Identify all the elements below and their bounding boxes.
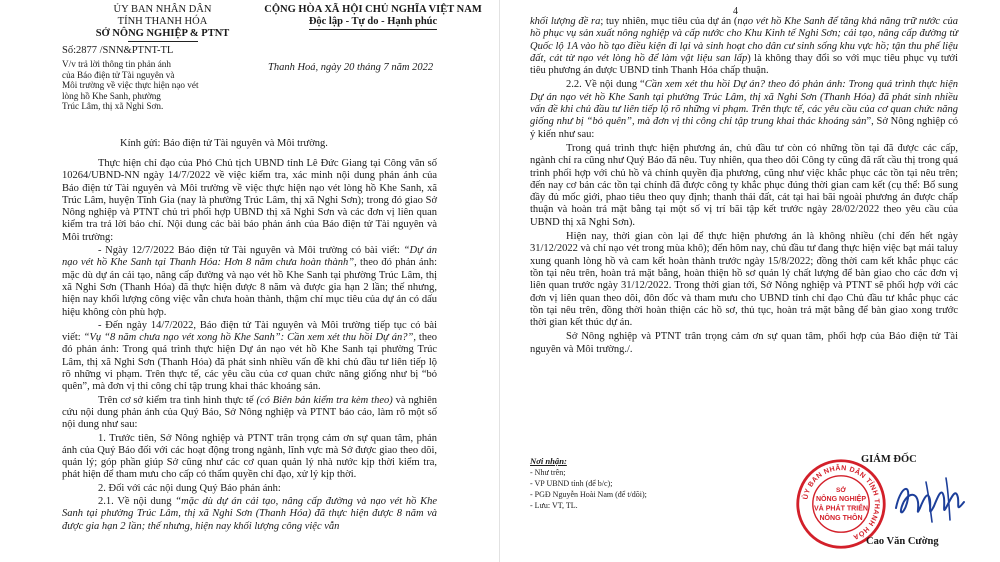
text-run: , theo đó phản ánh: mặc dù dự án cải tạo, nâng cấp đường và nạo vét hồ Khe Sanh tại phường Trúc Lâm, thị xã Nghi Sơn (Thanh Hóa) đã thực hiện được 8 năm và được gia hạn 2 lần; thế nhưng, hiện nay khối lượng công việc vẫn chưa hoàn thành, thậm chí mục tiêu của dự án có dấu hiệu không còn phù hợp. (62, 257, 437, 318)
paragraph: Thực hiện chỉ đạo của Phó Chủ tịch UBND tỉnh Lê Đức Giang tại Công văn số 10264/UBND-NN ngày 14/7/2022 về việc kiểm tra, xác minh nội dung phản ánh của Báo điện tử Tài nguyên và Môi trường về việc thực hiện nạo vét lòng hồ Khe Sanh, xã Trúc Lâm, huyện Tĩnh Gia (nay là phường Trúc Lâm, thị xã Nghi Sơn); trong đó giao Sở Nông nghiệp và PTNT chủ trì phối hợp UBND thị xã Nghi Sơn và các đơn vị liên quan kiểm tra trả lời báo chí. Nội dung các bài báo phản ánh của Báo điện tử Tài nguyên và Môi trường: (62, 158, 437, 243)
recipient-item: - Lưu: VT, TL. (530, 501, 578, 510)
paragraph (62, 245, 437, 319)
subject-line: Môi trường về việc thực hiện nạo vét (62, 80, 199, 91)
recipients-block (530, 456, 647, 511)
handwritten-signature-icon (886, 468, 976, 532)
text-run: 2.1. Về nội dung (98, 496, 176, 508)
seal-center-line: SỞ (836, 486, 846, 494)
paragraph: Trong quá trình thực hiện phương án, chủ đầu tư còn có những tồn tại đã được các cấp, ngành chỉ ra cũng như Quý Báo đã nêu. Tuy nhiên, qua theo dõi Công ty cũng đã rất cầu thị trong quá trình phối hợp với chủ hồ và chính quyền địa phương, cũng như việc khắc phục các tồn tại nêu trên; đến nay cơ bản các tồn tại chính đã được công ty khắc phục đúng thời gian cam kết (cụ thể: Bổ sung đầy đủ mốc giới, phao tiêu theo quy định; thanh thải đất, cát tại hai bãi ngoài phương án được chấp thuận và hoàn trả mặt bằng tại một số vị trí bãi tập kết trước ngày 28/02/2022 theo yêu cầu của UBND thị xã Nghi Sơn). (530, 142, 958, 228)
article-title: “Dự án nạo vét hồ Khe Sanh tại Thanh Hóa: Hơn 8 năm chưa hoàn thành” (62, 245, 438, 269)
paragraph: 1. Trước tiên, Sở Nông nghiệp và PTNT trân trọng cảm ơn sự quan tâm, phản ánh của Quý Báo đối với các hoạt động trong ngành, lĩnh vực mà Sở được giao theo dõi, quản lý; góp phần giúp Sở cũng như các cơ quan quản lý nhà nước kịp thời kiểm tra, phát hiện để tham mưu cho cấp có thẩm quyền chỉ đạo, xử lý kịp thời. (62, 432, 437, 481)
article-title: “Vụ “8 năm chưa nạo vét xong hồ Khe Sanh”: Cần xem xét thu hồi Dự án?” (83, 332, 414, 344)
subject-line: lòng hồ Khe Sanh, phường (62, 90, 161, 101)
subject-line: Trúc Lâm, thị xã Nghi Sơn. (62, 101, 164, 112)
agency-underline (128, 41, 198, 42)
recipient-item: - Như trên; (530, 468, 566, 477)
seal-center-line: NÔNG THÔN (819, 514, 863, 522)
quoted-content: “mặc dù dự án cải tạo, nâng cấp đường và nạo vét hồ Khe Sanh tại phường Trúc Lâm, thị xã Nghi Sơn (Thanh Hóa) đã thực hiện được 8 năm và được gia hạn 2 lần; thế nhưng, hiện nay khối lượng công việc vẫn (62, 496, 437, 532)
text-run: và nghiên cứu nội dung phản ánh của Quý Báo, Sở Nông nghiệp và PTNT báo cáo, làm rõ một số nội dung như sau: (62, 394, 437, 431)
quoted-content: Cần xem xét thu hồi Dự án? theo đó phản ánh: Trong quá trình thực hiện Dự án nạo vét hồ Khe Sanh tại phường Trúc Lâm, thị xã Nghi Sơn (Thanh Hóa) đã phát sinh nhiều vấn đề khi chủ đầu tư liên tiếp lộ rõ những vi phạm. Trên thực tế, các yêu cầu của cơ quan chức năng giống như bị “bỏ quên”, mà đơn vị thi công chỉ tập trung khai thác khoáng sản (530, 79, 959, 128)
issuing-agency-block (80, 4, 245, 44)
text-run: ; tuy nhiên, mục tiêu của dự án ( (600, 16, 738, 27)
recipient-item: - PGĐ Nguyễn Hoài Nam (để t/dõi); (530, 490, 647, 499)
seal-center-line: NÔNG NGHIỆP (815, 496, 867, 504)
document-page-right (500, 0, 1000, 562)
motto-underline (309, 29, 437, 30)
addressee: Kính gửi: Báo điện tử Tài nguyên và Môi trường. (120, 138, 328, 149)
national-motto-block (248, 4, 498, 30)
paragraph: Sở Nông nghiệp và PTNT trân trọng cảm ơn sự quan tâm, phối hợp của Báo điện tử Tài nguyên và Môi trường./. (530, 331, 958, 355)
text-run: , theo đó phản ánh: Trong quá trình thực hiện Dự án nạo vét hồ Khe Sanh tại phường Trúc Lâm, thị xã Nghi Sơn (Thanh Hóa) đã phát sinh nhiều vấn đề khi chủ đầu tư liên tiếp lộ rõ những vi phạm. Trên thực tế, các yêu cầu của cơ quan chức năng giống như bị “bỏ quên”, mà đơn vị thi công chỉ tập trung khai thác khoáng sản. (62, 332, 438, 393)
subject-line: V/v trả lời thông tin phản ánh (62, 59, 171, 69)
paragraph (530, 79, 958, 140)
attachment-note: (có Biên bản kiểm tra kèm theo) (256, 394, 393, 406)
subject-line: của Báo điện tử Tài nguyên và (62, 69, 175, 80)
paragraph (62, 395, 437, 432)
text-run: - Đến ngày 14/7/2022, Báo điện tử Tài nguyên và Môi trường tiếp tục có bài viết: (62, 319, 437, 344)
paragraph (530, 16, 958, 77)
paragraph: Hiện nay, thời gian còn lại để thực hiện phương án là không nhiều (chỉ đến hết ngày 31/12/2022 và chỉ nạo vét trong mùa khô); đến hôm nay, chủ đầu tư đang thực hiện việc bạt mái taluy xung quanh lòng hồ và cam kết hoàn thành trước ngày 15/8/2022; đồng thời cam kết khắc phục các tồn tại nêu trên, hoàn trả mặt bằng, hoàn thiện hồ sơ quản lý chất lượng để bàn giao cho các đơn vị liên quan trước ngày 31/12/2022. Trong thời gian tới, Sở Nông nghiệp và PTNT sẽ phối hợp với các đơn vị liên quan theo dõi, đôn đốc và tham mưu cho UBND tỉnh chỉ đạo Chủ đầu tư khắc phục các tồn tại nêu trên, đồng thời hoàn thiện các hồ sơ, thủ tục, hoàn trả mặt bằng để bàn giao xong trước thời gian kết thúc dự án. (530, 231, 958, 329)
document-date: Thanh Hoá, ngày 20 tháng 7 năm 2022 (268, 62, 434, 73)
project-objective: nạo vét hồ Khe Sanh để tăng khả năng trữ nước của hồ phục vụ sản xuất nông nghiệp và cấp nước cho Khu Kinh tế Nghi Sơn; cải tạo, nâng cấp đường từ Quốc lộ 1A vào hồ tạo điều kiện đi lại và sinh hoạt cho dân cư sinh sống khu vực hồ; tận thu phế liệu đất, cát từ nạo vét lòng hồ để làm vật liệu san lấp (530, 16, 958, 64)
agency-line-1: ỦY BAN NHÂN DÂN (113, 4, 212, 15)
page-number: 4 (733, 6, 738, 17)
document-body-left (62, 158, 437, 534)
department-name: SỞ NÔNG NGHIỆP & PTNT (95, 28, 230, 39)
text-run: - Ngày 12/7/2022 Báo điện tử Tài nguyên và Môi trường có bài viết: (98, 245, 404, 257)
text-run: ) là không thay đổi so với mục tiêu phục vụ tưới tiêu phương án được UBND tỉnh Thanh Hóa chấp thuận. (530, 52, 959, 77)
document-number: Số:2877 /SNN&PTNT-TL (62, 45, 174, 56)
paragraph (62, 320, 437, 394)
seal-center-line: VÀ PHÁT TRIỂN (813, 505, 869, 513)
agency-line-2: TỈNH THANH HÓA (117, 16, 208, 27)
recipients-title: Nơi nhận: (530, 456, 567, 466)
recipient-item: - VP UBND tỉnh (để b/c); (530, 479, 613, 488)
signer-name: Cao Văn Cường (866, 536, 939, 547)
document-subject (62, 59, 237, 112)
seal-ring-text: ỦY BAN NHÂN DÂN TỈNH THANH HÓA (802, 465, 880, 541)
quoted-content: khối lượng đề ra (530, 16, 601, 27)
nation-title: CỘNG HÒA XÃ HỘI CHỦ NGHĨA VIỆT NAM (264, 4, 482, 15)
document-body-right (530, 16, 958, 357)
paragraph: 2. Đối với các nội dung Quý Báo phản ánh: (98, 482, 281, 494)
motto: Độc lập - Tự do - Hạnh phúc (308, 16, 438, 27)
text-run: 2.2. Về nội dung “ (566, 79, 645, 91)
text-run: Trên cơ sở kiểm tra tình hình thực tế (98, 394, 257, 406)
paragraph (62, 496, 437, 533)
signer-title: GIÁM ĐỐC (861, 454, 917, 465)
text-run: ”, Sở Nông nghiệp có ý kiến như sau: (530, 116, 958, 140)
